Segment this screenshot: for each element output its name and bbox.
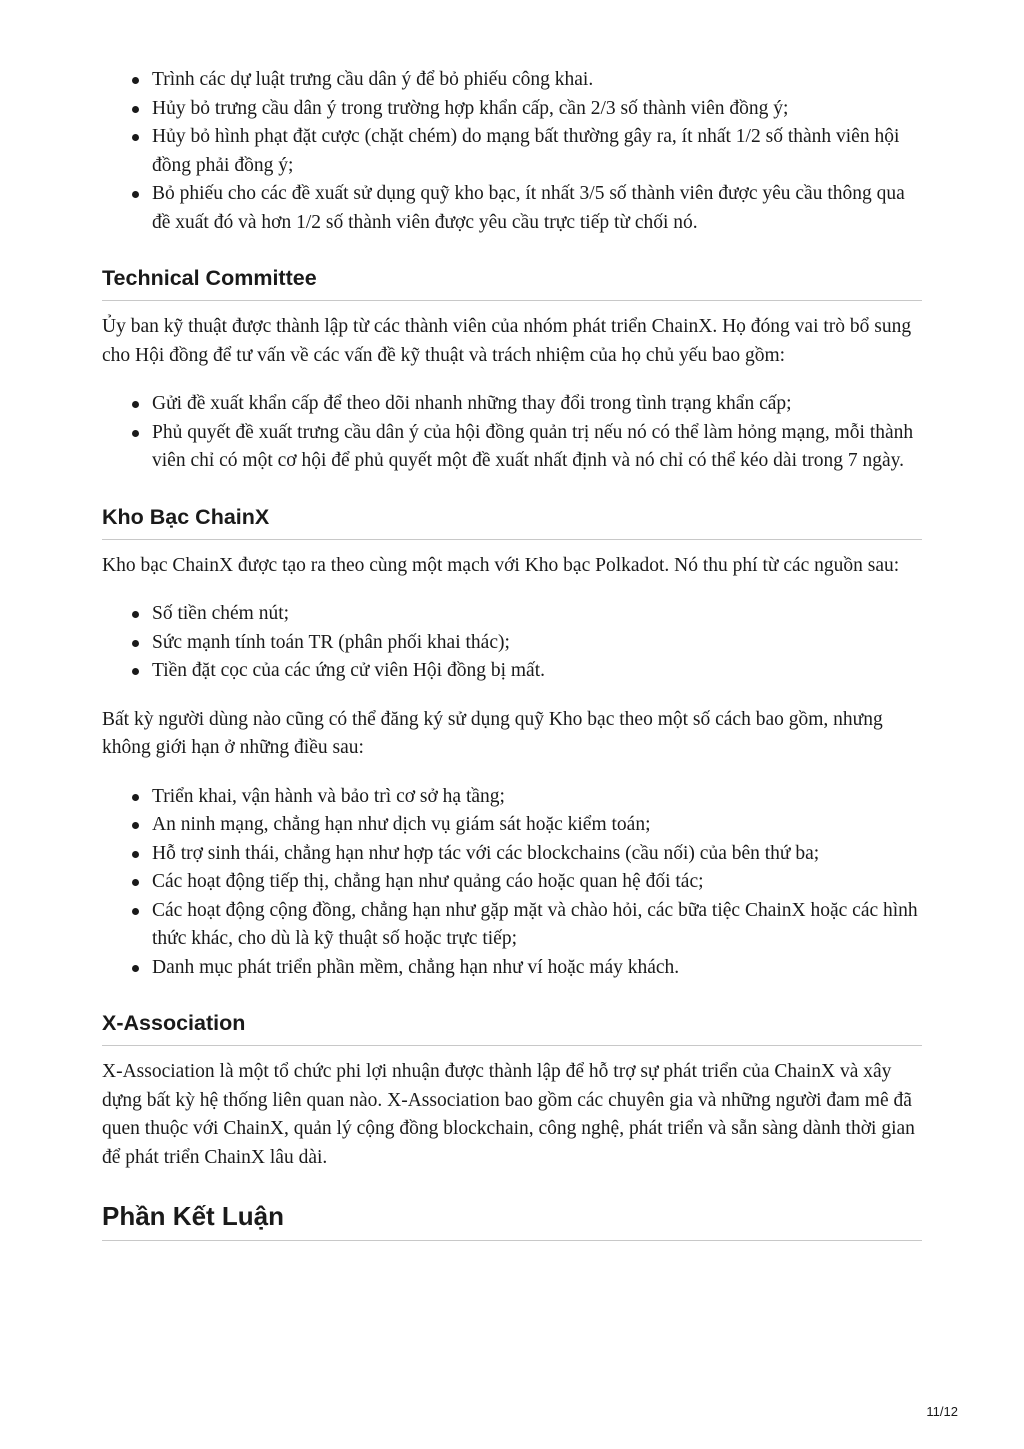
technical-committee-list <box>102 390 922 476</box>
list-item: Sức mạnh tính toán TR (phân phối khai thác); <box>152 629 922 658</box>
list-item: Số tiền chém nút; <box>152 600 922 629</box>
technical-committee-intro: Ủy ban kỹ thuật được thành lập từ các thành viên của nhóm phát triển ChainX. Họ đóng vai trò bổ sung cho Hội đồng để tư vấn về các vấn đề kỹ thuật và trách nhiệm của họ chủ yếu bao gồm: <box>102 316 912 366</box>
list-item: Các hoạt động tiếp thị, chẳng hạn như quảng cáo hoặc quan hệ đối tác; <box>152 868 922 897</box>
page-number: 11/12 <box>926 1404 958 1419</box>
list-item: Gửi đề xuất khẩn cấp để theo dõi nhanh những thay đổi trong tình trạng khẩn cấp; <box>152 390 922 419</box>
x-association-body: X-Association là một tổ chức phi lợi nhuận được thành lập để hỗ trợ sự phát triển của ChainX và xây dựng bất kỳ hệ thống liên quan nào. X-Association bao gồm các chuyên gia và những người đam mê đã quen thuộc với ChainX, quản lý cộng đồng blockchain, công nghệ, phát triển và sẵn sàng dành thời gian để phát triển ChainX lâu dài. <box>102 1061 915 1168</box>
list-item: Tiền đặt cọc của các ứng cử viên Hội đồng bị mất. <box>152 657 922 686</box>
technical-committee-heading: Technical Committee <box>102 264 922 301</box>
list-item: An ninh mạng, chẳng hạn như dịch vụ giám sát hoặc kiểm toán; <box>152 811 922 840</box>
treasury-usage-intro: Bất kỳ người dùng nào cũng có thể đăng ký sử dụng quỹ Kho bạc theo một số cách bao gồm, nhưng không giới hạn ở những điều sau: <box>102 708 883 758</box>
list-item: Phủ quyết đề xuất trưng cầu dân ý của hội đồng quản trị nếu nó có thể làm hỏng mạng, mỗi thành viên chỉ có một cơ hội để phủ quyết một đề xuất nhất định và nó chỉ có thể kéo dài trong 7 ngày. <box>152 419 922 476</box>
treasury-heading: Kho Bạc ChainX <box>102 503 922 540</box>
council-duties-list <box>102 66 922 237</box>
list-item: Hủy bỏ hình phạt đặt cược (chặt chém) do mạng bất thường gây ra, ít nhất 1/2 số thành viên hội đồng phải đồng ý; <box>152 123 922 180</box>
treasury-intro: Kho bạc ChainX được tạo ra theo cùng một mạch với Kho bạc Polkadot. Nó thu phí từ các nguồn sau: <box>102 554 900 576</box>
list-item: Trình các dự luật trưng cầu dân ý để bỏ phiếu công khai. <box>152 66 922 95</box>
list-item: Các hoạt động cộng đồng, chẳng hạn như gặp mặt và chào hỏi, các bữa tiệc ChainX hoặc các hình thức khác, cho dù là kỹ thuật số hoặc trực tiếp; <box>152 897 922 954</box>
list-item: Triển khai, vận hành và bảo trì cơ sở hạ tầng; <box>152 783 922 812</box>
list-item: Hỗ trợ sinh thái, chẳng hạn như hợp tác với các blockchains (cầu nối) của bên thứ ba; <box>152 840 922 869</box>
x-association-heading: X-Association <box>102 1009 922 1046</box>
list-item: Hủy bỏ trưng cầu dân ý trong trường hợp khẩn cấp, cần 2/3 số thành viên đồng ý; <box>152 95 922 124</box>
conclusion-heading: Phần Kết Luận <box>102 1200 922 1241</box>
treasury-uses-list <box>102 783 922 983</box>
list-item: Bỏ phiếu cho các đề xuất sử dụng quỹ kho bạc, ít nhất 3/5 số thành viên được yêu cầu thông qua đề xuất đó và hơn 1/2 số thành viên được yêu cầu trực tiếp từ chối nó. <box>152 180 922 237</box>
list-item: Danh mục phát triển phần mềm, chẳng hạn như ví hoặc máy khách. <box>152 954 922 983</box>
document-body <box>102 66 922 1241</box>
treasury-sources-list <box>102 600 922 686</box>
